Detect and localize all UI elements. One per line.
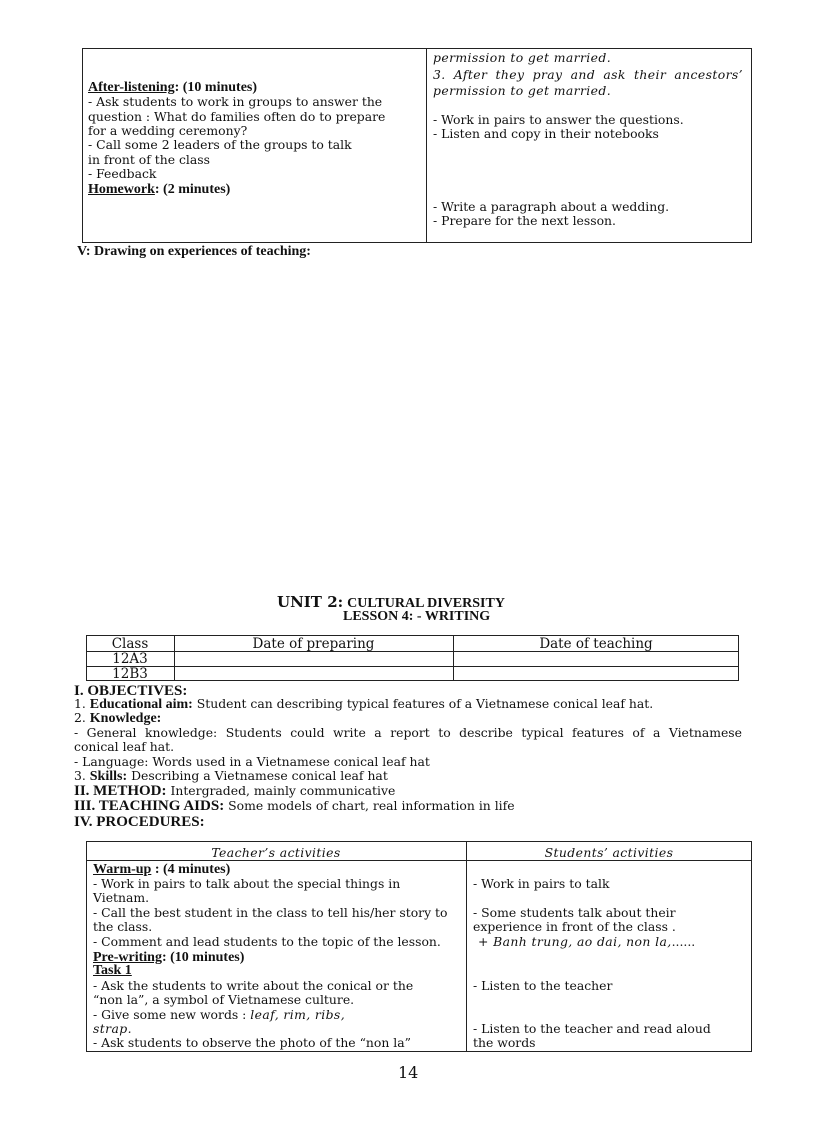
method-line xyxy=(74,784,395,799)
teacher-line-last: - Ask students to observe the photo of the “non la” xyxy=(93,1036,411,1050)
method-text: Intergraded, mainly communicative xyxy=(166,783,396,798)
after-listening-line-4: - Call some 2 leaders of the groups to talk xyxy=(88,137,352,152)
teacher-line-4: the class. xyxy=(93,919,153,934)
objectives-heading: I. OBJECTIVES: xyxy=(74,683,188,699)
student-line-1: - Work in pairs to talk xyxy=(473,876,610,891)
student-line-3: experience in front of the class . xyxy=(473,919,676,934)
new-words-intro: - Give some new words : xyxy=(93,1007,251,1022)
teacher-activities-header: Teacher’s activities xyxy=(211,845,341,860)
student-examples: + Banh trung, ao dai, non la, xyxy=(478,934,672,949)
knowledge-label: Knowledge: xyxy=(89,711,162,726)
homework-heading-line xyxy=(88,182,230,198)
procedures-table-divider xyxy=(466,841,467,1052)
class-row-12a3: 12A3 xyxy=(112,651,148,667)
homework-time: : (2 minutes) xyxy=(154,182,231,197)
procedures-heading: IV. PROCEDURES: xyxy=(74,814,205,830)
knowledge-num: 2. xyxy=(74,710,90,725)
teacher-line-3: - Call the best student in the class to tell his/her story to xyxy=(93,905,448,920)
task-1-heading: Task 1 xyxy=(93,963,132,978)
top-table-divider xyxy=(426,48,427,243)
student-line-5: - Listen to the teacher and read aloud xyxy=(473,1021,711,1036)
students-activities-header: Students’ activities xyxy=(544,845,674,860)
student-line-6: the words xyxy=(473,1036,536,1050)
date-preparing-header: Date of preparing xyxy=(252,636,375,652)
teacher-line-5: - Comment and lead students to the topic of the lesson. xyxy=(93,934,441,949)
strap-word: strap. xyxy=(93,1021,132,1036)
unit-label: UNIT 2: xyxy=(277,593,344,611)
homework-line-1: - Write a paragraph about a wedding. xyxy=(433,199,670,214)
aids-text: Some models of chart, real information in life xyxy=(224,798,515,813)
aids-label: III. TEACHING AIDS: xyxy=(74,798,225,814)
page-number: 14 xyxy=(398,1063,419,1082)
new-words: leaf, rim, ribs, xyxy=(250,1007,346,1022)
homework-line-2: - Prepare for the next lesson. xyxy=(433,213,616,228)
warmup-time: : (4 minutes) xyxy=(151,862,231,877)
class-header: Class xyxy=(111,636,149,652)
aim-num: 1. xyxy=(74,696,90,711)
skills-label: Skills: xyxy=(89,769,128,784)
teacher-line-1: - Work in pairs to talk about the special things in xyxy=(93,876,401,891)
after-listening-line-6: - Feedback xyxy=(88,166,157,181)
answer-line-3: permission to get married. xyxy=(433,83,612,98)
general-knowledge-line-1: - General knowledge: Students could write a report to describe typical features of a Vietnamese xyxy=(74,725,742,740)
after-listening-heading: After-listening xyxy=(88,80,175,95)
teacher-line-7: “non la”, a symbol of Vietnamese culture. xyxy=(93,992,355,1007)
warmup-heading: Warm-up xyxy=(93,862,152,877)
after-listening-line-2: question : What do families often do to prepare xyxy=(88,109,386,124)
aim-label: Educational aim: xyxy=(89,697,193,712)
after-listening-line-5: in front of the class xyxy=(88,152,210,167)
unit-title: CULTURAL DIVERSITY xyxy=(347,596,505,611)
date-teaching-header: Date of teaching xyxy=(539,636,653,652)
lesson-title: LESSON 4: - WRITING xyxy=(343,609,491,624)
general-knowledge-line-2: conical leaf hat. xyxy=(74,739,175,754)
teacher-line-2: Vietnam. xyxy=(93,890,150,905)
aim-text: Student can describing typical features of a Vietnamese conical leaf hat. xyxy=(192,696,654,711)
class-row-12b3: 12B3 xyxy=(112,666,148,682)
language-line: - Language: Words used in a Vietnamese conical leaf hat xyxy=(74,754,430,769)
prewriting-time: : (10 minutes) xyxy=(161,950,245,965)
method-label: II. METHOD: xyxy=(74,783,167,799)
answer-line-1: permission to get married. xyxy=(433,50,612,65)
teacher-line-6: - Ask the students to write about the conical or the xyxy=(93,978,414,993)
skills-text: Describing a Vietnamese conical leaf hat xyxy=(127,768,388,783)
student-examples-line xyxy=(478,935,695,950)
homework-heading: Homework xyxy=(88,182,155,197)
after-listening-line-3: for a wedding ceremony? xyxy=(88,123,248,138)
prewriting-heading: Pre-writing xyxy=(93,950,162,965)
student-line-4: - Listen to the teacher xyxy=(473,978,613,993)
students-line-2: - Listen and copy in their notebooks xyxy=(433,126,659,141)
teaching-aids-line xyxy=(74,799,515,814)
student-examples-dots: ...... xyxy=(671,934,696,949)
skills-num: 3. xyxy=(74,768,90,783)
after-listening-line-1: - Ask students to work in groups to answer the xyxy=(88,94,383,109)
student-line-2: - Some students talk about their xyxy=(473,905,676,920)
class-table-row-2 xyxy=(86,666,739,667)
after-listening-time: : (10 minutes) xyxy=(174,80,258,95)
answer-line-2: 3. After they pray and ask their ancestors’ xyxy=(433,67,743,82)
students-line-1: - Work in pairs to answer the questions. xyxy=(433,112,684,127)
section-v-heading: V: Drawing on experiences of teaching: xyxy=(77,244,311,259)
